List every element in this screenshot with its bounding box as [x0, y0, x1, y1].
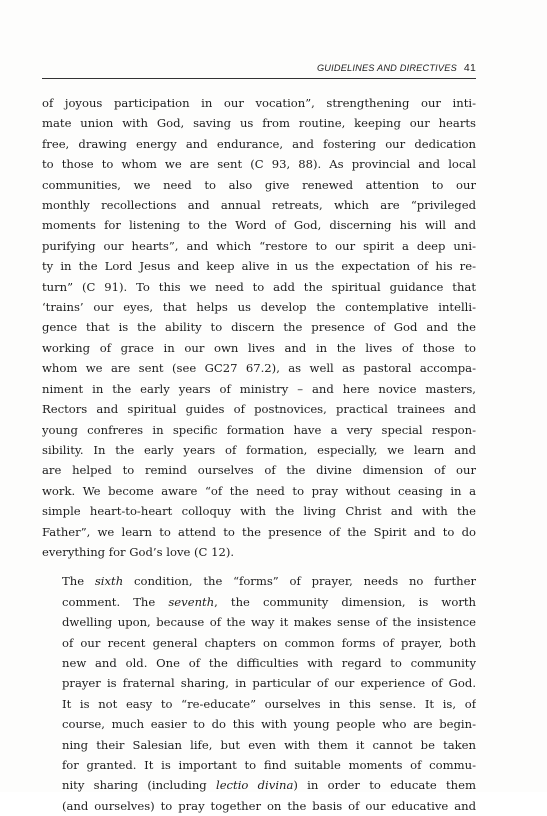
text-line: (and ourselves) to pray together on the basis of our educative and [62, 798, 476, 813]
text-line [42, 775, 476, 795]
text-line: Rectors and spiritual guides of postnovices, practical trainees and [42, 402, 476, 417]
text-line [42, 571, 476, 591]
text-line: monthly recollections and annual retreats, which are “privileged [42, 198, 476, 213]
text-run: comment. The [62, 594, 169, 609]
text-line: of our recent general chapters on common forms of prayer, both [62, 635, 476, 650]
text-line: prayer is fraternal sharing, in particular of our experience of God. [62, 676, 476, 691]
text-line: gence that is the ability to discern the presence of God and the [42, 320, 476, 335]
text-line: sibility. In the early years of formation, especially, we learn and [42, 442, 476, 457]
text-line: new and old. One of the difficulties with regard to community [62, 655, 476, 670]
text-line: young confreres in specific formation have a very special respon- [42, 422, 476, 437]
emphasis: seventh [168, 594, 215, 609]
text-line: whom we are sent (see GC27 67.2), as well as pastoral accompa- [42, 361, 476, 376]
page-number: 41 [463, 62, 476, 74]
text-line: moments for listening to the Word of God, discerning his will and [42, 218, 476, 233]
text-line: course, much easier to do this with young people who are begin- [62, 717, 476, 732]
paragraph-2 [42, 571, 476, 816]
running-head-title: GUIDELINES AND DIRECTIVES [316, 63, 457, 73]
text-line: Father”, we learn to attend to the presence of the Spirit and to do [42, 524, 476, 539]
text-line: simple heart-to-heart colloquy with the living Christ and with the [42, 504, 476, 519]
text-line [42, 592, 476, 612]
text-line: work. We become aware “of the need to pray without ceasing in a [42, 483, 476, 498]
text-line: communities, we need to also give renewed attention to our [42, 177, 476, 192]
text-line: free, drawing energy and endurance, and fostering our dedication [42, 136, 476, 151]
text-line: ‘trains’ our eyes, that helps us develop the contemplative intelli- [42, 300, 476, 315]
text-run: ) in order to educate them [293, 778, 476, 793]
text-run: , the community dimension, is worth [214, 594, 476, 609]
text-line: ning their Salesian life, but even with them it cannot be taken [62, 737, 476, 752]
text-line: of joyous participation in our vocation”, strengthening our inti- [42, 96, 476, 110]
text-line: ty in the Lord Jesus and keep alive in us the expectation of his re- [42, 259, 476, 274]
emphasis: lectio divina [215, 778, 294, 793]
header-rule [42, 78, 476, 79]
text-line: niment in the early years of ministry – and here novice masters, [42, 381, 476, 396]
text-run: condition, the “forms” of prayer, needs no further [123, 574, 476, 589]
paragraph-1 [42, 93, 476, 562]
text-line: are helped to remind ourselves of the divine dimension of our [42, 463, 476, 478]
text-line: to those to whom we are sent (C 93, 88). As provincial and local [42, 157, 476, 172]
text-line: everything for God’s love (C 12). [42, 544, 235, 559]
emphasis: sixth [94, 574, 124, 589]
text-line: purifying our hearts”, and which “restore to our spirit a deep uni- [42, 238, 476, 253]
text-line: dwelling upon, because of the way it makes sense of the insistence [62, 615, 476, 630]
text-line: turn” (C 91). To this we need to add the spiritual guidance that [42, 279, 476, 294]
running-head [42, 62, 476, 78]
text-line: working of grace in our own lives and in the lives of those to [42, 340, 476, 355]
text-line: mate union with God, saving us from routine, keeping our hearts [42, 116, 476, 131]
text-line: for granted. It is important to find suitable moments of commu- [62, 758, 476, 772]
body-text [42, 93, 476, 816]
text-line: It is not easy to “re-educate” ourselves in this sense. It is, of [62, 696, 476, 711]
text-run: The [62, 574, 95, 589]
text-run: nity sharing (including [62, 778, 216, 793]
